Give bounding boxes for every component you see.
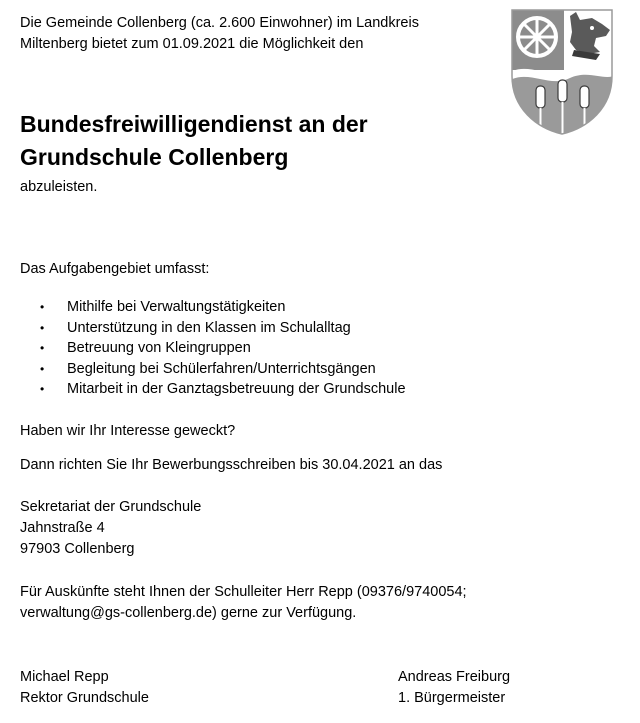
address-line-3: 97903 Collenberg	[20, 541, 135, 557]
list-item	[40, 318, 406, 339]
list-item	[40, 379, 406, 400]
address-line-2: Jahnstraße 4	[20, 520, 105, 536]
coat-of-arms-icon	[510, 8, 614, 136]
after-title-text: abzuleisten.	[20, 179, 98, 195]
signature-right-name: Andreas Freiburg	[398, 669, 511, 685]
application-instruction: Dann richten Sie Ihr Bewerbungsschreiben bis 30.04.2021 an das	[20, 457, 443, 473]
contact-line-2: verwaltung@gs-collenberg.de) gerne zur Verfügung.	[20, 605, 357, 621]
title-line-1: Bundesfreiwilligendienst an der	[20, 111, 368, 137]
bullet-icon: •	[40, 300, 45, 314]
list-item	[40, 297, 406, 318]
title-line-2: Grundschule Collenberg	[20, 144, 289, 170]
signature-left-name: Michael Repp	[20, 669, 109, 685]
intro-line-1: Die Gemeinde Collenberg (ca. 2.600 Einwohner) im Landkreis	[20, 15, 419, 31]
list-item	[40, 338, 406, 359]
intro-line-2: Miltenberg bietet zum 01.09.2021 die Möglichkeit den	[20, 36, 364, 52]
signature-left-role: Rektor Grundschule	[20, 690, 149, 706]
contact-line-1: Für Auskünfte steht Ihnen der Schulleiter Herr Repp (09376/9740054;	[20, 584, 467, 600]
list-item-text: Begleitung bei Schülerfahren/Unterrichtsgängen	[67, 360, 376, 377]
address-line-1: Sekretariat der Grundschule	[20, 499, 202, 515]
tasks-list	[40, 297, 406, 400]
interest-question: Haben wir Ihr Interesse geweckt?	[20, 423, 236, 439]
bullet-icon: •	[40, 320, 45, 335]
list-item-text: Unterstützung in den Klassen im Schulalltag	[67, 319, 351, 336]
list-item-text: Mithilfe bei Verwaltungstätigkeiten	[67, 299, 286, 315]
tasks-heading: Das Aufgabengebiet umfasst:	[20, 261, 210, 277]
bullet-icon: •	[40, 382, 45, 396]
list-item	[40, 359, 406, 380]
page-title	[20, 108, 368, 174]
list-item-text: Mitarbeit in der Ganztagsbetreuung der Grundschule	[67, 381, 406, 397]
bullet-icon: •	[40, 341, 45, 355]
list-item-text: Betreuung von Kleingruppen	[67, 340, 251, 356]
signature-right-role: 1. Bürgermeister	[398, 690, 506, 706]
bullet-icon: •	[40, 361, 45, 376]
